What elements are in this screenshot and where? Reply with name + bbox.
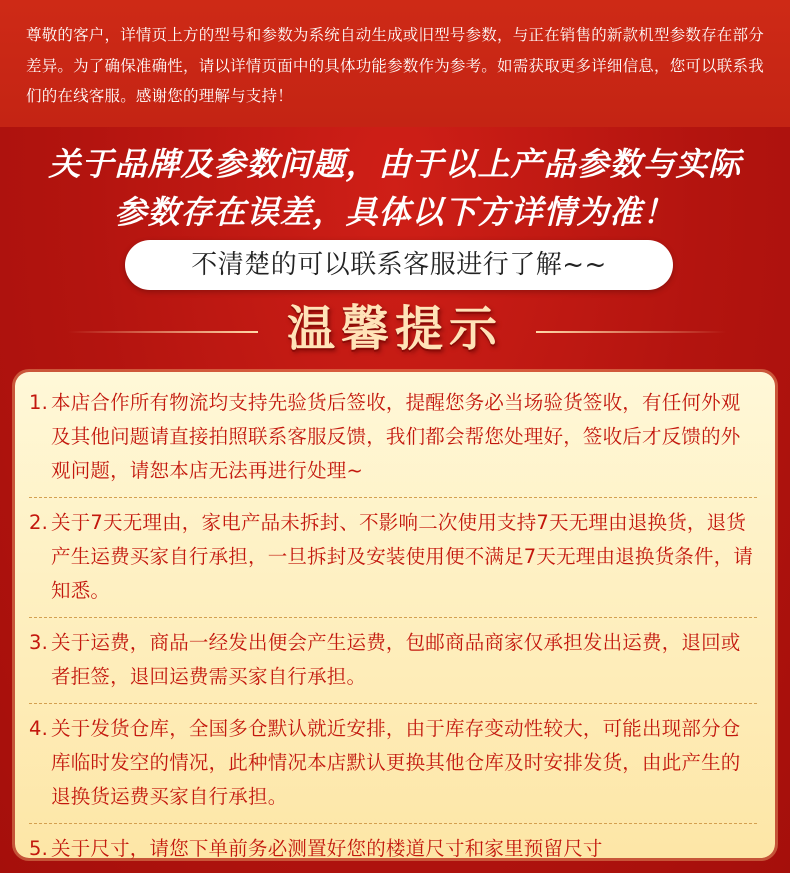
headline-line-1: 关于品牌及参数问题，由于以上产品参数与实际 — [48, 145, 742, 183]
headline-line-2: 参数存在误差，具体以下方详情为准！ — [114, 193, 676, 231]
headline — [0, 140, 790, 236]
tip-title-row — [0, 298, 790, 360]
tip-text: 关于尺寸，请您下单前务必测置好您的楼道尺寸和家里预留尺寸 — [51, 837, 603, 860]
tip-text: 关于7天无理由，家电产品未拆封、不影响二次使用支持7天无理由退换货，退货产生运费买家自行承担，一旦拆封及安装使用便不满足7天无理由退换货条件，请知悉。 — [51, 511, 754, 602]
divider — [29, 823, 757, 824]
notice-text: 尊敬的客户，详情页上方的型号和参数为系统自动生成或旧型号参数，与正在销售的新款机型参数存在部分差异。为了确保准确性，请以详情页面中的具体功能参数作为参考。如需获取更多详细信息，您可以联系我们的在线客服。感谢您的理解与支持！ — [26, 26, 764, 105]
contact-service-pill: 不清楚的可以联系客服进行了解~~ — [125, 240, 673, 290]
tip-number: 2. — [29, 511, 49, 534]
tip-item-3 — [29, 626, 757, 694]
divider — [29, 703, 757, 704]
top-notice — [0, 0, 790, 127]
tip-text: 本店合作所有物流均支持先验货后签收，提醒您务必当场验货签收，有任何外观及其他问题请直接拍照联系客服反馈，我们都会帮您处理好，签收后才反馈的外观问题，请恕本店无法再进行处理~ — [51, 391, 741, 482]
tip-item-5 — [29, 832, 757, 866]
divider — [29, 617, 757, 618]
tips-card — [15, 372, 775, 858]
tip-title-right-line — [536, 331, 726, 333]
tip-number: 1. — [29, 391, 49, 414]
divider — [29, 497, 757, 498]
tip-item-2 — [29, 506, 757, 608]
tip-text: 关于运费，商品一经发出便会产生运费，包邮商品商家仅承担发出运费，退回或者拒签，退回运费需买家自行承担。 — [51, 631, 741, 688]
tip-number: 3. — [29, 631, 49, 654]
tip-title: 温馨提示 — [286, 301, 503, 357]
tip-text: 关于发货仓库，全国多仓默认就近安排，由于库存变动性较大，可能出现部分仓库临时发空的情况，此种情况本店默认更换其他仓库及时安排发货，由此产生的退换货运费买家自行承担。 — [51, 717, 741, 808]
tip-number: 5. — [29, 837, 49, 860]
tip-item-4 — [29, 712, 757, 814]
tip-title-left-line — [68, 331, 258, 333]
tip-number: 4. — [29, 717, 49, 740]
tip-item-1 — [29, 386, 757, 488]
